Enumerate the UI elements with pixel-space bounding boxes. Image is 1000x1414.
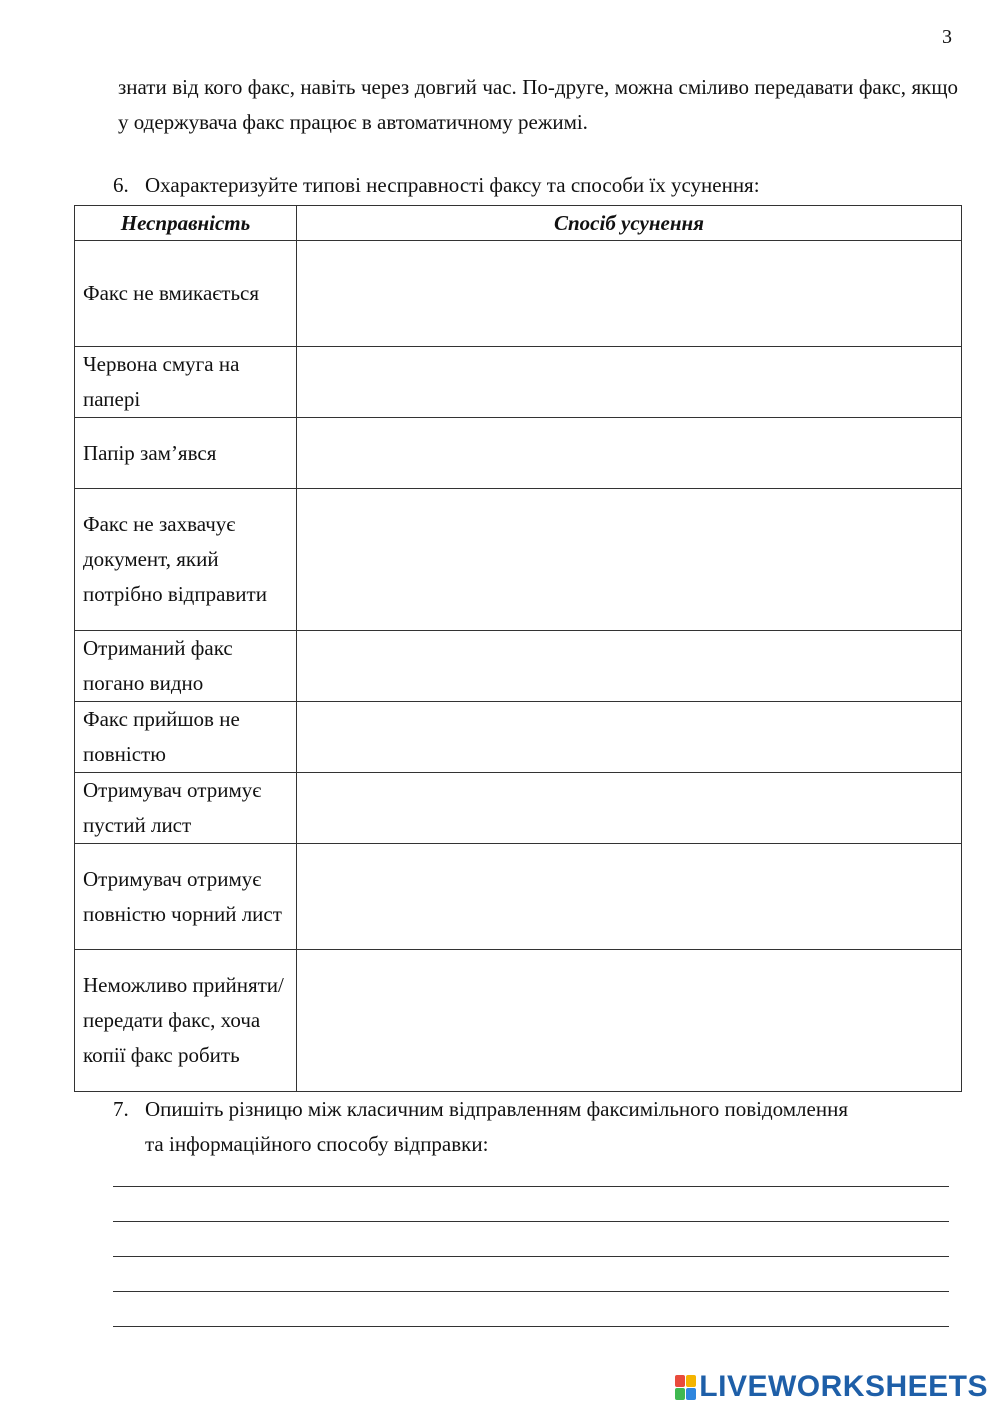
fix-answer-cell[interactable]	[297, 489, 962, 631]
fix-answer-cell[interactable]	[297, 241, 962, 347]
table-row	[75, 489, 962, 631]
table-row	[75, 241, 962, 347]
fix-answer-cell[interactable]	[297, 418, 962, 489]
fix-answer-cell[interactable]	[297, 702, 962, 773]
answer-lines	[113, 1186, 949, 1361]
fault-cell: Факс не вмикається	[75, 241, 297, 347]
question-6-text: Охарактеризуйте типові несправності факсу та способи їх усунення:	[145, 173, 760, 197]
table-header-row	[75, 206, 962, 241]
fault-cell: Факс не захвачує документ, який потрібно відправити	[75, 489, 297, 631]
answer-line-1[interactable]	[113, 1186, 949, 1221]
table-row	[75, 950, 962, 1092]
fix-answer-cell[interactable]	[297, 773, 962, 844]
page-number: 3	[942, 26, 952, 48]
fault-cell: Червона смуга на папері	[75, 347, 297, 418]
fault-cell: Отримувач отримує пустий лист	[75, 773, 297, 844]
answer-line-4[interactable]	[113, 1291, 949, 1326]
answer-line-5[interactable]	[113, 1326, 949, 1361]
faults-table	[74, 205, 962, 1092]
fix-answer-cell[interactable]	[297, 347, 962, 418]
fault-cell: Неможливо прийняти/ передати факс, хоча копії факс робить	[75, 950, 297, 1092]
question-6-number: 6.	[113, 173, 129, 197]
logo-square-green	[675, 1388, 685, 1400]
logo-square-yellow	[686, 1375, 696, 1387]
header-fix: Спосіб усунення	[297, 206, 962, 241]
answer-line-2[interactable]	[113, 1221, 949, 1256]
fix-answer-cell[interactable]	[297, 631, 962, 702]
question-7-number: 7.	[113, 1097, 129, 1121]
logo-square-blue	[686, 1388, 696, 1400]
liveworksheets-icon	[675, 1375, 696, 1400]
intro-paragraph: знати від кого факс, навіть через довгий час. По-друге, можна сміливо передавати факс, якщо у одержувача факс працює в автоматичному режимі.	[118, 75, 958, 134]
fix-answer-cell[interactable]	[297, 844, 962, 950]
fault-cell: Отриманий факс погано видно	[75, 631, 297, 702]
liveworksheets-logo	[675, 1370, 988, 1404]
question-7-line-2: та інформаційного способу відправки:	[145, 1132, 489, 1156]
fault-cell: Отримувач отримує повністю чорний лист	[75, 844, 297, 950]
question-7-line-1: Опишіть різницю між класичним відправленням факсимільного повідомлення	[145, 1097, 848, 1121]
question-6	[113, 168, 760, 202]
fix-answer-cell[interactable]	[297, 950, 962, 1092]
fault-cell: Факс прийшов не повністю	[75, 702, 297, 773]
header-fault: Несправність	[75, 206, 297, 241]
fault-cell: Папір зам’явся	[75, 418, 297, 489]
answer-line-3[interactable]	[113, 1256, 949, 1291]
table-row	[75, 844, 962, 950]
logo-square-red	[675, 1375, 685, 1387]
table-row	[75, 702, 962, 773]
table-row	[75, 347, 962, 418]
table-row	[75, 631, 962, 702]
table-row	[75, 773, 962, 844]
liveworksheets-wordmark: LIVEWORKSHEETS	[699, 1370, 988, 1403]
question-7	[113, 1092, 953, 1162]
table-row	[75, 418, 962, 489]
